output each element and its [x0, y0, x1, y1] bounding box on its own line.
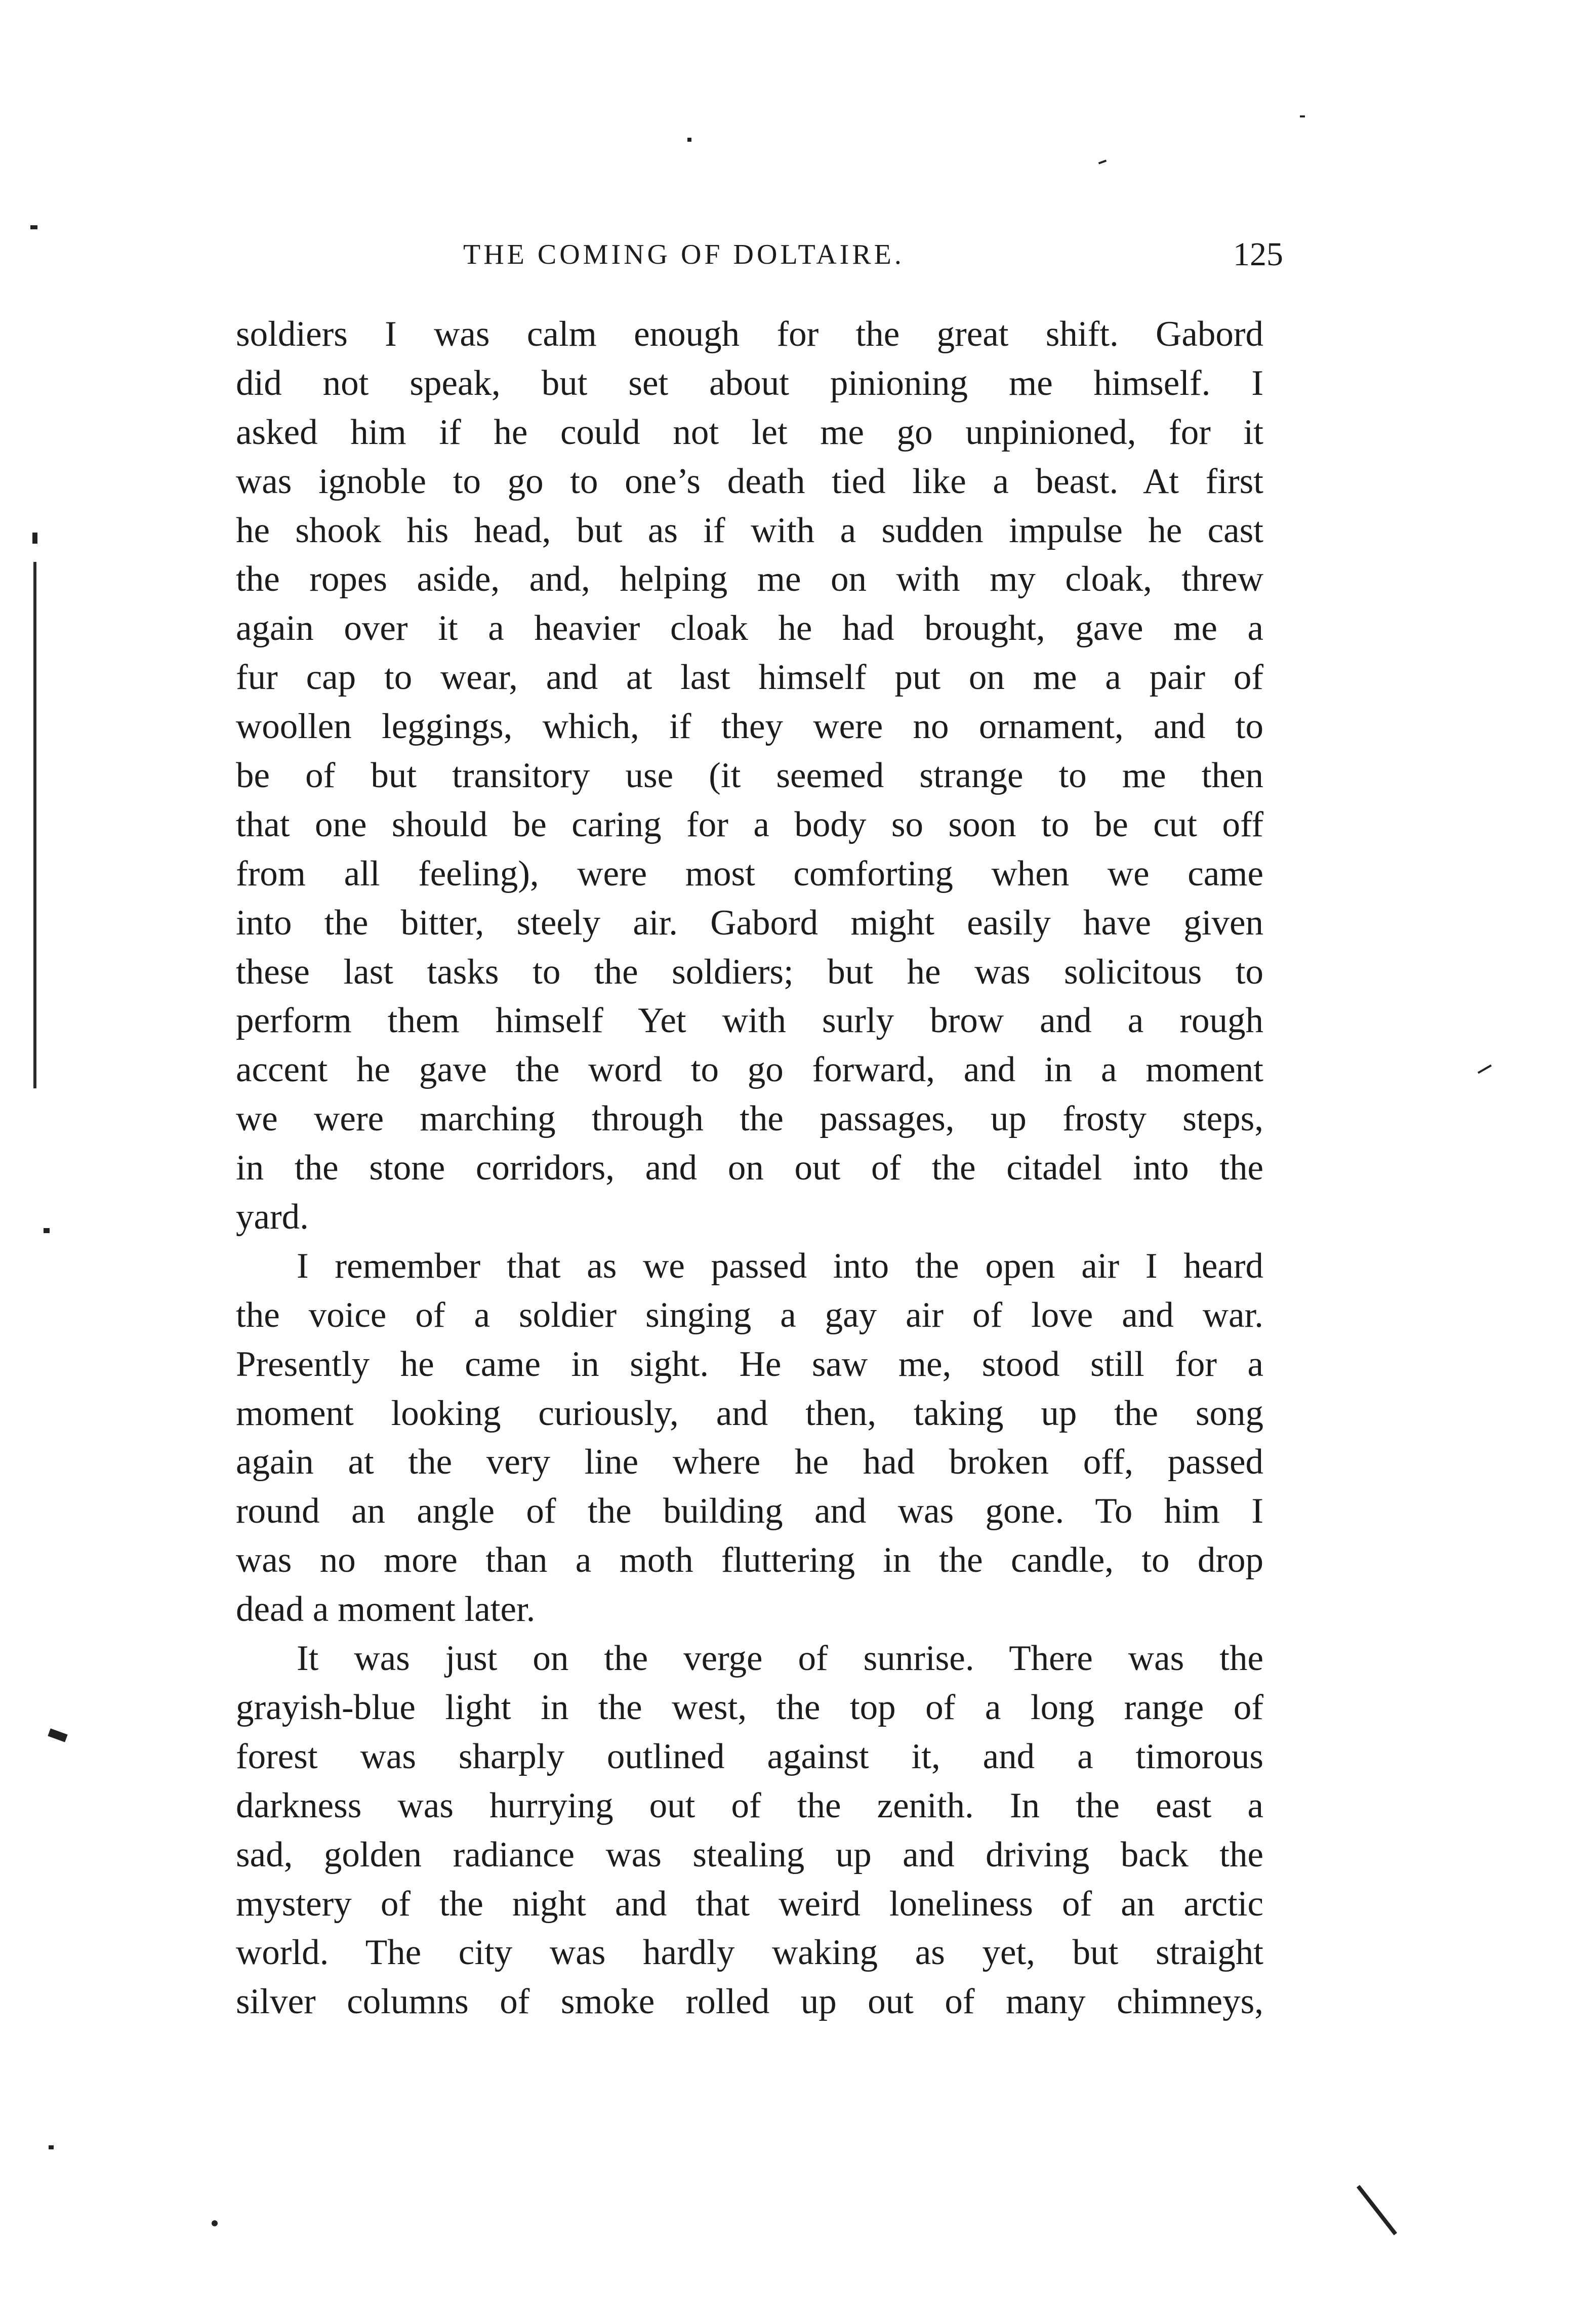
text-line: I remember that as we passed into the open air I heard: [297, 1246, 1263, 1286]
text-line: was ignoble to go to one’s death tied like a beast. At first: [236, 461, 1263, 501]
text-line: soldiers I was calm enough for the great shift. Gabord: [236, 314, 1263, 354]
text-line: in the stone corridors, and on out of the citadel into the: [236, 1148, 1263, 1188]
scan-speck: [1357, 2185, 1397, 2235]
text-line: darkness was hurrying out of the zenith. In the east a: [236, 1785, 1263, 1825]
text-line: Presently he came in sight. He saw me, stood still for a: [236, 1344, 1263, 1384]
text-line: be of but transitory use (it seemed strange to me then: [236, 756, 1263, 796]
text-line: mystery of the night and that weird loneliness of an arctic: [236, 1884, 1263, 1924]
scan-speck: [30, 225, 37, 229]
margin-rule: [33, 562, 36, 1088]
text-line: perform them himself Yet with surly brow and a rough: [236, 1001, 1263, 1041]
text-line: again over it a heavier cloak he had brought, gave me a: [236, 608, 1263, 648]
scan-speck: [32, 533, 37, 544]
text-line: we were marching through the passages, up frosty steps,: [236, 1099, 1263, 1139]
text-line: again at the very line where he had broken off, passed: [236, 1442, 1263, 1482]
scan-speck: [1300, 115, 1305, 117]
text-line: was no more than a moth fluttering in the candle, to drop: [236, 1540, 1263, 1580]
scan-speck: [48, 1728, 67, 1742]
text-line: woollen leggings, which, if they were no ornament, and to: [236, 707, 1263, 747]
running-title: THE COMING OF DOLTAIRE.: [463, 239, 905, 270]
text-line: moment looking curiously, and then, taking up the song: [236, 1393, 1263, 1433]
scan-speck: [44, 1228, 50, 1233]
page-number: 125: [1233, 236, 1283, 273]
scan-speck: [49, 2145, 54, 2149]
text-line: did not speak, but set about pinioning me himself. I: [236, 363, 1263, 403]
scan-speck: [1478, 1065, 1492, 1074]
text-line: fur cap to wear, and at last himself put on me a pair of: [236, 658, 1263, 698]
text-line: into the bitter, steely air. Gabord might easily have given: [236, 903, 1263, 943]
body-text: [236, 310, 1263, 2026]
scan-speck: [1098, 159, 1107, 164]
text-line: silver columns of smoke rolled up out of many chimneys,: [236, 1982, 1263, 2022]
text-line: that one should be caring for a body so soon to be cut off: [236, 804, 1263, 844]
text-line: world. The city was hardly waking as yet, but straight: [236, 1933, 1263, 1973]
text-line: asked him if he could not let me go unpinioned, for it: [236, 412, 1263, 452]
text-line: these last tasks to the soldiers; but he was solicitous to: [236, 952, 1263, 992]
text-line: grayish-blue light in the west, the top of a long range of: [236, 1687, 1263, 1727]
text-line: accent he gave the word to go forward, and in a moment: [236, 1050, 1263, 1090]
text-line: sad, golden radiance was stealing up and driving back the: [236, 1835, 1263, 1874]
text-line: he shook his head, but as if with a sudden impulse he cast: [236, 510, 1263, 550]
text-line: It was just on the verge of sunrise. There was the: [297, 1639, 1263, 1679]
scan-speck: [687, 138, 691, 142]
text-line: yard.: [236, 1197, 309, 1237]
text-line: forest was sharply outlined against it, and a timorous: [236, 1736, 1263, 1776]
text-line: from all feeling), were most comforting when we came: [236, 853, 1263, 893]
page-header: [463, 232, 1283, 277]
text-line: round an angle of the building and was gone. To him I: [236, 1491, 1263, 1531]
text-line: the ropes aside, and, helping me on with my cloak, threw: [236, 559, 1263, 599]
scan-speck: [212, 2220, 218, 2226]
text-line: dead a moment later.: [236, 1590, 536, 1629]
text-line: the voice of a soldier singing a gay air of love and war.: [236, 1295, 1263, 1335]
